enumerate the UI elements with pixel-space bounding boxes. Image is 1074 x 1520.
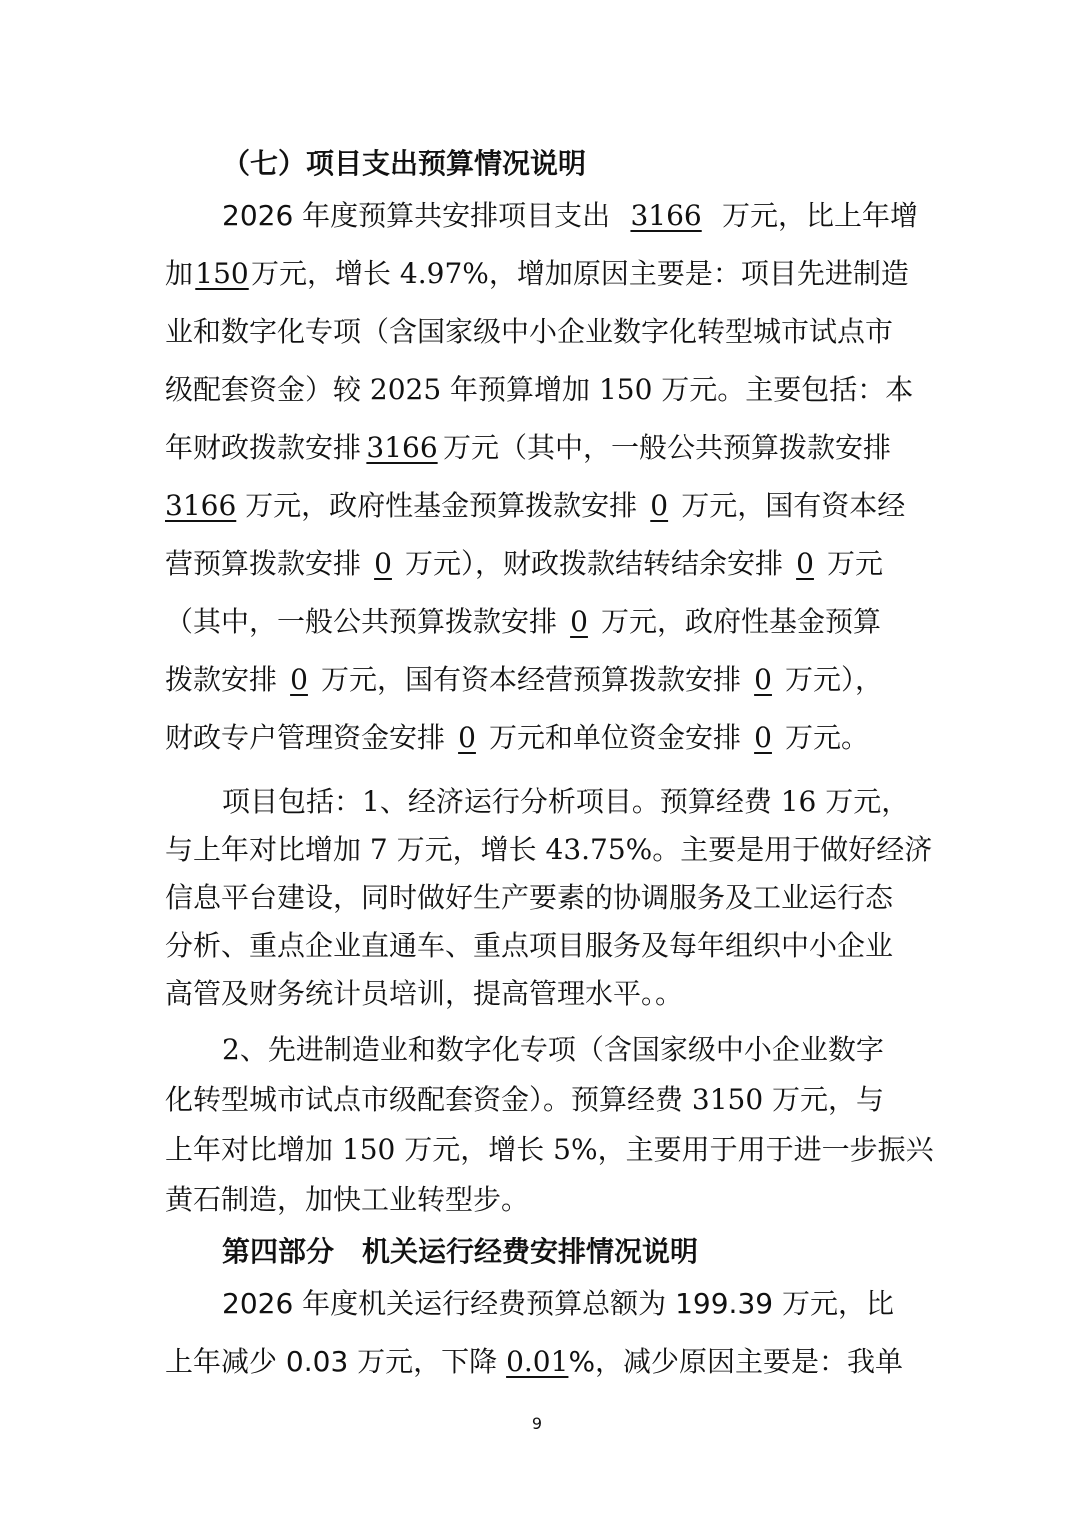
carryover-value: 0 bbox=[796, 547, 814, 580]
paragraph-line: 高管及财务统计员培训，提高管理水平。。 bbox=[165, 977, 684, 1010]
text-span: 万元，下降 bbox=[357, 1345, 498, 1378]
paragraph-line bbox=[165, 1340, 903, 1380]
text-span: 万元和单位资金安排 bbox=[489, 721, 742, 754]
text-span: 年度预算共安排项目支出 bbox=[302, 199, 611, 232]
gov-fund-value: 0 bbox=[650, 489, 669, 522]
text-span: 加 bbox=[165, 257, 194, 290]
section-heading bbox=[222, 142, 586, 182]
paragraph-line: 级配套资金）较 2025 年预算增加 150 万元。主要包括：本 bbox=[165, 373, 914, 406]
unit-funds-value: 0 bbox=[754, 721, 772, 754]
text-span: 万元，国有资本经营预算拨款安排 bbox=[321, 663, 742, 696]
text-span: 拨款安排 bbox=[165, 663, 278, 696]
paragraph-line bbox=[165, 484, 905, 524]
text-span: %，减少原因主要是：我单 bbox=[568, 1345, 904, 1378]
text-span: 上年减少 bbox=[165, 1345, 278, 1378]
operating-total-value: 199.39 bbox=[675, 1287, 774, 1320]
decrease-rate-value: 0.01 bbox=[506, 1345, 569, 1378]
page-number: 9 bbox=[531, 1414, 543, 1433]
paragraph-line bbox=[222, 1282, 894, 1322]
carry-state-capital-value: 0 bbox=[754, 663, 772, 696]
text-span: 年财政拨款安排 bbox=[165, 431, 362, 464]
text-span: 营预算拨款安排 bbox=[165, 547, 362, 580]
text-span: 万元，政府性基金预算 bbox=[601, 605, 882, 638]
decrease-value: 0.03 bbox=[285, 1345, 349, 1378]
state-capital-value: 0 bbox=[374, 547, 392, 580]
paragraph-line: 分析、重点企业直通车、重点项目服务及每年组织中小企业 bbox=[165, 929, 894, 962]
text-span: 万元，增长 4.97%，增加原因主要是：项目先进制造 bbox=[251, 257, 909, 290]
fiscal-allocation-value: 3166 bbox=[366, 431, 438, 464]
text-span: 年度机关运行经费预算总额为 bbox=[302, 1287, 667, 1320]
paragraph-line: 业和数字化专项（含国家级中小企业数字化转型城市试点市 bbox=[165, 315, 894, 348]
year-value: 2026 bbox=[222, 199, 294, 232]
section-heading-text: （七）项目支出预算情况说明 bbox=[222, 147, 587, 180]
paragraph-line: 黄石制造，加快工业转型步。 bbox=[165, 1183, 530, 1216]
part-heading: 第四部分 机关运行经费安排情况说明 bbox=[222, 1235, 699, 1268]
paragraph-line bbox=[222, 194, 918, 234]
year-value: 2026 bbox=[222, 1287, 294, 1320]
paragraph-line: 化转型城市试点市级配套资金）。预算经费 3150 万元，与 bbox=[165, 1083, 885, 1116]
text-span: 万元，国有资本经 bbox=[681, 489, 906, 522]
text-span: 万元），财政拨款结转结余安排 bbox=[405, 547, 784, 580]
text-span: 万元，政府性基金预算拨款安排 bbox=[245, 489, 638, 522]
text-span: 万元，比 bbox=[781, 1287, 894, 1320]
paragraph-line: 项目包括：1、经济运行分析项目。预算经费 16 万元， bbox=[222, 785, 910, 818]
paragraph-line: 2、先进制造业和数字化专项（含国家级中小企业数字 bbox=[222, 1033, 884, 1066]
paragraph-line: 与上年对比增加 7 万元，增长 43.75%。主要是用于做好经济 bbox=[165, 833, 933, 866]
text-span: （其中，一般公共预算拨款安排 bbox=[165, 605, 558, 638]
paragraph-line bbox=[165, 716, 869, 756]
text-span: 万元（其中，一般公共预算拨款安排 bbox=[443, 431, 892, 464]
text-span: 万元）， bbox=[785, 663, 884, 696]
text-span: 万元，比上年增 bbox=[722, 199, 919, 232]
paragraph-line bbox=[165, 658, 883, 698]
carry-general-value: 0 bbox=[570, 605, 588, 638]
paragraph-line bbox=[165, 252, 909, 292]
general-budget-value: 3166 bbox=[165, 489, 237, 522]
paragraph-line: 上年对比增加 150 万元，增长 5%，主要用于用于进一步振兴 bbox=[165, 1133, 934, 1166]
text-span: 万元。 bbox=[785, 721, 870, 754]
carry-gov-fund-value: 0 bbox=[290, 663, 308, 696]
paragraph-line bbox=[165, 600, 881, 640]
text-span: 万元 bbox=[827, 547, 884, 580]
special-account-value: 0 bbox=[458, 721, 476, 754]
increase-value: 150 bbox=[195, 257, 249, 290]
paragraph-line: 信息平台建设，同时做好生产要素的协调服务及工业运行态 bbox=[165, 881, 894, 914]
paragraph-line bbox=[165, 426, 891, 466]
project-total-value: 3166 bbox=[630, 199, 702, 232]
paragraph-line bbox=[165, 542, 883, 582]
text-span: 财政专户管理资金安排 bbox=[165, 721, 446, 754]
